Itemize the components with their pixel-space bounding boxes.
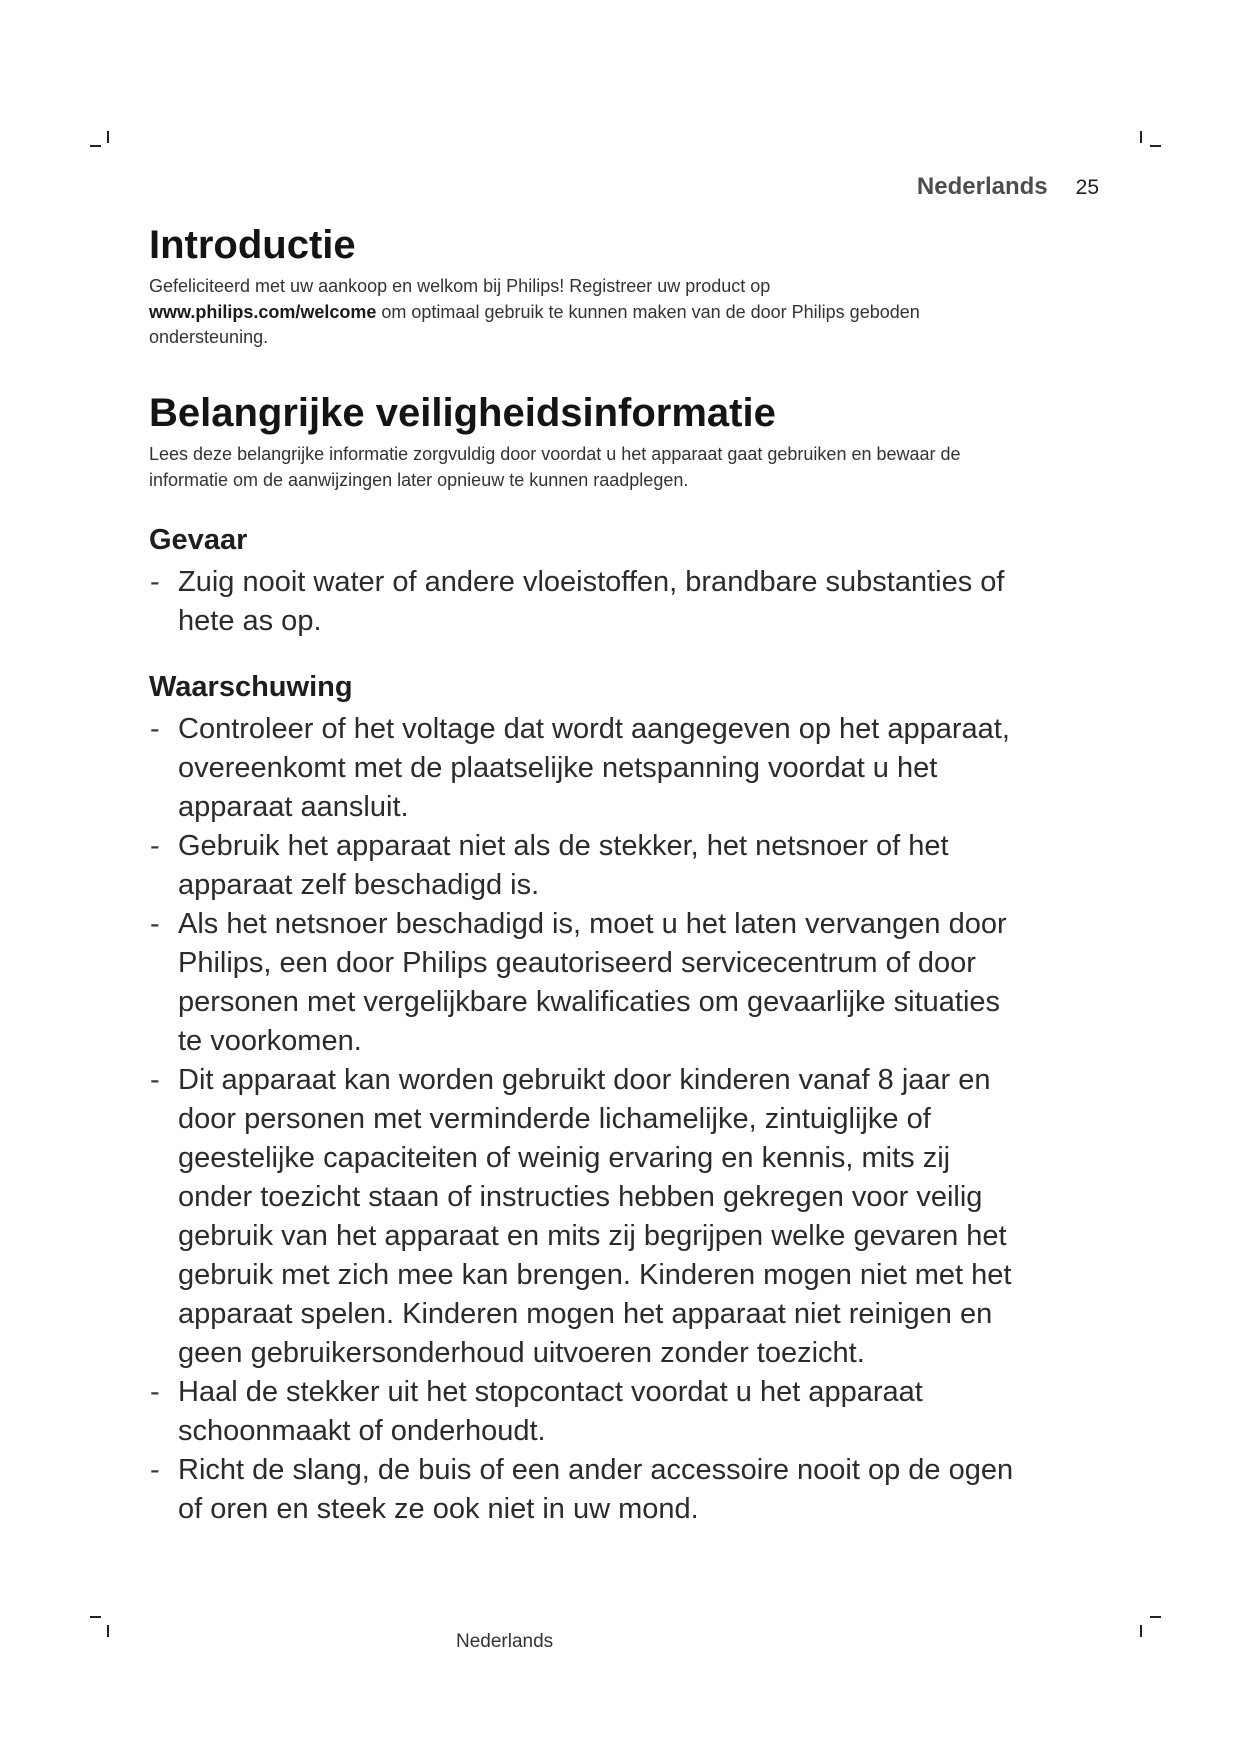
list-item-text: Controleer of het voltage dat wordt aangegeven op het apparaat, overeenkomt met de plaatselijke netspanning voordat u het apparaat aansluit. <box>178 713 1010 823</box>
crop-mark-top-left-vertical <box>107 131 109 143</box>
crop-mark-top-left-horizontal <box>90 145 101 147</box>
crop-mark-bottom-left-horizontal <box>90 1616 101 1618</box>
list-item-text: Gebruik het apparaat niet als de stekker, het netsnoer of het apparaat zelf beschadigd is. <box>178 830 949 901</box>
safety-heading: Belangrijke veiligheidsinformatie <box>149 391 776 435</box>
list-item <box>149 710 1109 827</box>
list-marker: - <box>150 830 160 862</box>
danger-heading: Gevaar <box>149 524 248 556</box>
list-item <box>149 1451 1109 1529</box>
introduction-text-after: om optimaal gebruik te kunnen maken van de door Philips geboden ondersteuning. <box>149 301 920 347</box>
introduction-heading: Introductie <box>149 223 356 267</box>
list-marker: - <box>150 713 160 745</box>
list-item <box>149 1373 1109 1451</box>
crop-mark-bottom-right-vertical <box>1140 1625 1142 1637</box>
list-item <box>149 827 1109 905</box>
header-language: Nederlands <box>916 173 1048 200</box>
warning-list <box>149 710 1109 1529</box>
list-item-text: Richt de slang, de buis of een ander accessoire nooit op de ogen of oren en steek ze ook niet in uw mond. <box>178 1454 1014 1525</box>
welcome-url-link[interactable]: www.philips.com/welcome <box>149 301 377 322</box>
introduction-text-before: Gefeliciteerd met uw aankoop en welkom bij Philips! Registreer uw product op <box>149 276 771 296</box>
list-item-text: Dit apparaat kan worden gebruikt door kinderen vanaf 8 jaar en door personen met verminderde lichamelijke, zintuiglijke of geestelijke capaciteiten of weinig ervaring en kennis, mits zij onder toezicht staan of instructies hebben gekregen voor veilig gebruik van het apparaat en mits zij begrijpen welke gevaren het gebruik met zich mee kan brengen. Kinderen mogen niet met het apparaat spelen. Kinderen mogen het apparaat niet reinigen en geen gebruikersonderhoud uitvoeren zonder toezicht. <box>178 1064 1012 1369</box>
list-item-text: Haal de stekker uit het stopcontact voordat u het apparaat schoonmaakt of onderhoudt. <box>178 1376 923 1447</box>
list-marker: - <box>150 1376 160 1408</box>
list-item <box>149 905 1109 1061</box>
crop-mark-bottom-right-horizontal <box>1150 1616 1161 1618</box>
list-marker: - <box>150 566 160 598</box>
introduction-paragraph <box>149 274 979 351</box>
list-marker: - <box>150 1064 160 1096</box>
safety-intro-paragraph: Lees deze belangrijke informatie zorgvuldig door voordat u het apparaat gaat gebruiken en bewaar de informatie om de aanwijzingen later opnieuw te kunnen raadplegen. <box>149 444 961 490</box>
danger-list <box>149 563 1109 641</box>
list-item <box>149 563 1109 641</box>
list-marker: - <box>150 1454 160 1486</box>
list-item-text: Als het netsnoer beschadigd is, moet u het laten vervangen door Philips, een door Philips geautoriseerd servicecentrum of door personen met vergelijkbare kwalificaties om gevaarlijke situaties te voorkomen. <box>178 908 1007 1057</box>
crop-mark-top-right-vertical <box>1140 131 1142 143</box>
page-number: 25 <box>1075 176 1099 199</box>
page-content <box>149 221 1109 1529</box>
crop-mark-top-right-horizontal <box>1150 145 1161 147</box>
list-item-text: Zuig nooit water of andere vloeistoffen, brandbare substanties of hete as op. <box>178 566 1005 637</box>
crop-mark-bottom-left-vertical <box>107 1625 109 1637</box>
list-item <box>149 1061 1109 1373</box>
running-header <box>917 174 1099 201</box>
footer-language: Nederlands <box>456 1631 554 1652</box>
list-marker: - <box>150 908 160 940</box>
warning-heading: Waarschuwing <box>149 671 353 703</box>
